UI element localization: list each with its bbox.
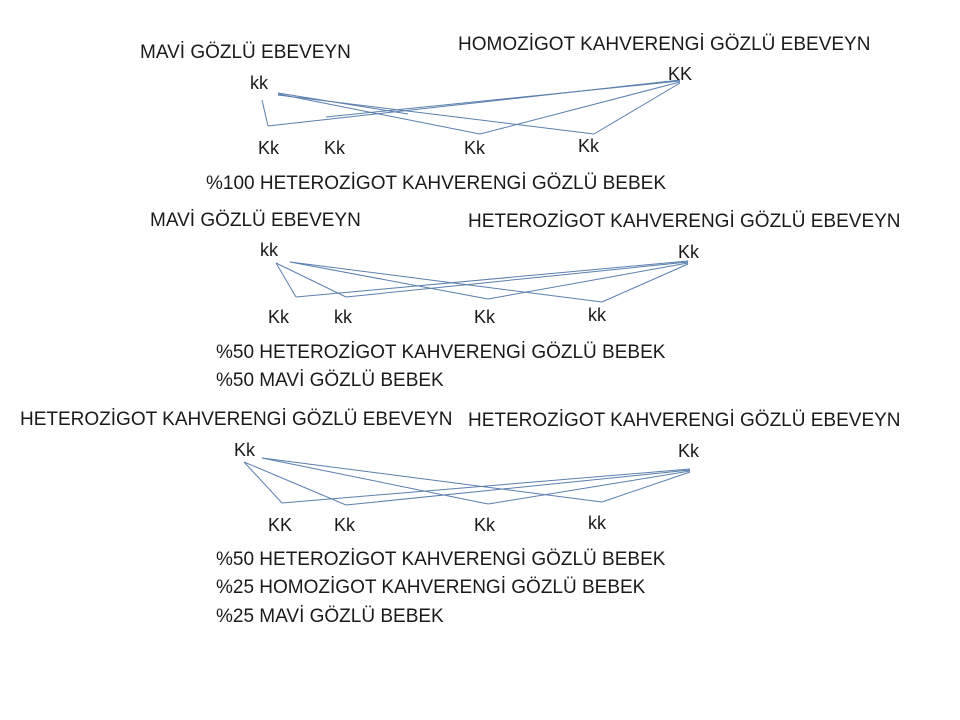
cross-2-right-parent-label: HETEROZİGOT KAHVERENGİ GÖZLÜ EBEVEYN [468, 211, 901, 232]
cross-2-result-1: %50 HETEROZİGOT KAHVERENGİ GÖZLÜ BEBEK [216, 342, 666, 363]
cross-3-right-parent-label: HETEROZİGOT KAHVERENGİ GÖZLÜ EBEVEYN [468, 410, 901, 431]
cross-2-offspring-3: Kk [474, 307, 496, 327]
cross-3-left-parent-label: HETEROZİGOT KAHVERENGİ GÖZLÜ EBEVEYN [20, 409, 453, 430]
cross-1-right-parent-label: HOMOZİGOT KAHVERENGİ GÖZLÜ EBEVEYN [458, 34, 871, 55]
cross-3-lines [244, 458, 690, 505]
cross-1-right-line-3 [480, 82, 680, 134]
cross-3-left-line-3 [262, 458, 488, 504]
cross-2-offspring-2: kk [334, 307, 352, 327]
cross-1-lines [262, 80, 680, 134]
cross-3-offspring-2: Kk [334, 515, 356, 535]
cross-2-lines [276, 261, 688, 302]
cross-1-right-line-4 [594, 83, 680, 134]
cross-1-result-1: %100 HETEROZİGOT KAHVERENGİ GÖZLÜ BEBEK [206, 173, 666, 194]
cross-2-left-line-3 [290, 262, 488, 299]
cross-2-offspring-1: Kk [268, 307, 290, 327]
cross-1-offspring-3: Kk [464, 138, 486, 158]
cross-2-left-genotype: kk [260, 240, 278, 260]
cross-3-offspring-4: kk [588, 513, 606, 533]
cross-2-result-2: %50 MAVİ GÖZLÜ BEBEK [216, 370, 444, 391]
cross-2-right-line-3 [488, 263, 688, 299]
cross-1-left-parent-label: MAVİ GÖZLÜ EBEVEYN [140, 42, 351, 63]
cross-2-right-line-1 [296, 261, 688, 297]
cross-1-left-genotype: kk [250, 73, 268, 93]
cross-3-left-genotype: Kk [234, 440, 256, 460]
cross-2-left-parent-label: MAVİ GÖZLÜ EBEVEYN [150, 210, 361, 231]
cross-1-left-line-1 [262, 100, 268, 126]
cross-3-offspring-3: Kk [474, 515, 496, 535]
cross-3-right-line-4 [602, 472, 690, 502]
cross-2-left-line-4 [290, 262, 602, 302]
cross-1-left-line-4 [278, 95, 594, 134]
cross-2-right-line-2 [346, 262, 688, 297]
cross-3-result-1: %50 HETEROZİGOT KAHVERENGİ GÖZLÜ BEBEK [216, 549, 666, 570]
cross-1-offspring-2: Kk [324, 138, 346, 158]
cross-2-offspring-4: kk [588, 305, 606, 325]
cross-3-left-line-4 [262, 458, 602, 502]
cross-1-right-line-2 [326, 81, 680, 117]
cross-1-right-genotype: KK [668, 64, 693, 84]
cross-3-left-line-1 [244, 462, 282, 503]
cross-3-right-genotype: Kk [678, 441, 700, 461]
cross-1-offspring-4: Kk [578, 136, 600, 156]
cross-3-result-2: %25 HOMOZİGOT KAHVERENGİ GÖZLÜ BEBEK [216, 577, 646, 598]
cross-2-right-genotype: Kk [678, 242, 700, 262]
cross-3-result-3: %25 MAVİ GÖZLÜ BEBEK [216, 606, 444, 627]
cross-3-offspring-1: KK [268, 515, 293, 535]
cross-1-offspring-1: Kk [258, 138, 280, 158]
